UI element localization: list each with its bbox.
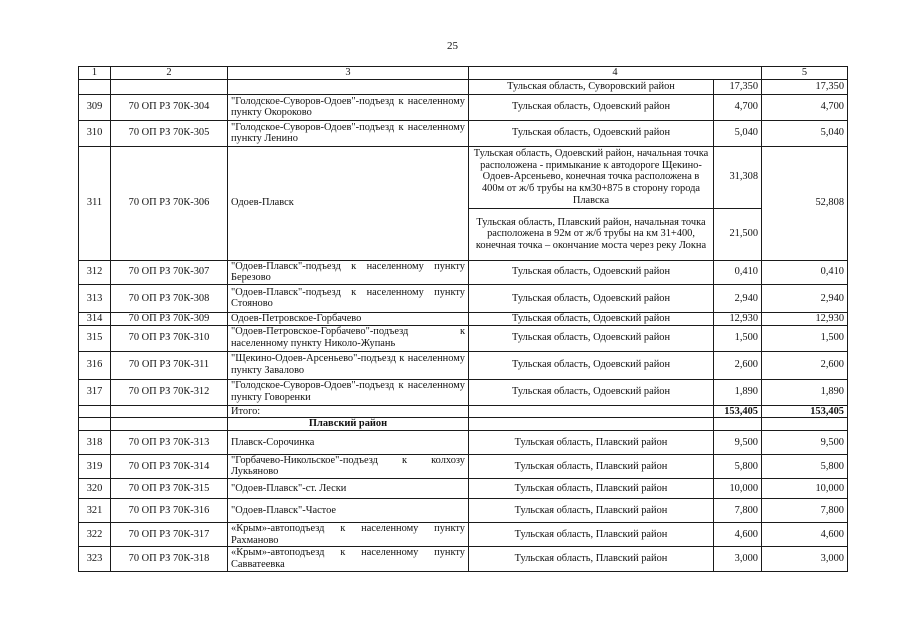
road-location: Тульская область, Одоевский район: [469, 351, 714, 379]
road-code: 70 ОП РЗ 70К-314: [111, 454, 228, 478]
road-code: 70 ОП РЗ 70К-318: [111, 547, 228, 571]
table-row: [79, 325, 848, 351]
subtotal-location: [469, 405, 714, 418]
road-length: 1,500: [714, 325, 762, 351]
roads-table: [78, 66, 848, 572]
road-length-segment: 21,500: [714, 208, 762, 260]
road-total: 12,930: [762, 312, 848, 325]
road-total: 3,000: [762, 547, 848, 571]
carry-total: 17,350: [762, 79, 848, 94]
row-number: 309: [79, 94, 111, 120]
road-location-segment: Тульская область, Одоевский район, начальная точка расположена - примыкание к автодороге Щекино-Одоев-Арсеньево, конечная точка расположена в 400м от ж/б трубы на км30+875 в сторону города Плавска: [469, 146, 714, 208]
road-total: 9,500: [762, 430, 848, 454]
district-no: [79, 418, 111, 431]
row-number: 312: [79, 260, 111, 284]
road-length: 2,600: [714, 351, 762, 379]
row-number: 317: [79, 379, 111, 405]
row-number: 320: [79, 479, 111, 499]
table-row: [79, 454, 848, 478]
district-total: [762, 418, 848, 431]
road-name: "Одоев-Плавск"-ст. Лески: [228, 479, 469, 499]
header-col-5: 5: [762, 67, 848, 80]
road-name: Одоев-Петровское-Горбачево: [228, 312, 469, 325]
road-total: 0,410: [762, 260, 848, 284]
road-location: Тульская область, Одоевский район: [469, 120, 714, 146]
road-location: Тульская область, Одоевский район: [469, 260, 714, 284]
road-total: 5,040: [762, 120, 848, 146]
header-row: [79, 67, 848, 80]
road-name: "Голодское-Суворов-Одоев"-подъезд к населенному пункту Ленино: [228, 120, 469, 146]
row-number: 313: [79, 284, 111, 312]
road-length: 2,940: [714, 284, 762, 312]
row-number: 310: [79, 120, 111, 146]
road-name: "Одоев-Плавск"-Частое: [228, 499, 469, 523]
road-length: 5,800: [714, 454, 762, 478]
road-name: «Крым»-автоподъезд к населенному пункту Савватеевка: [228, 547, 469, 571]
road-name: "Голодское-Суворов-Одоев"-подъезд к населенному пункту Окороково: [228, 94, 469, 120]
road-total: 2,600: [762, 351, 848, 379]
road-total: 4,600: [762, 523, 848, 547]
road-total: 52,808: [762, 146, 848, 260]
table-row: [79, 312, 848, 325]
subtotal-total: 153,405: [762, 405, 848, 418]
road-code: 70 ОП РЗ 70К-304: [111, 94, 228, 120]
road-length: 3,000: [714, 547, 762, 571]
road-length: 4,700: [714, 94, 762, 120]
carry-no: [79, 79, 111, 94]
carry-length: 17,350: [714, 79, 762, 94]
road-total: 5,800: [762, 454, 848, 478]
header-col-1: 1: [79, 67, 111, 80]
district-length: [714, 418, 762, 431]
road-code: 70 ОП РЗ 70К-312: [111, 379, 228, 405]
table-row: [79, 547, 848, 571]
road-name: Одоев-Плавск: [228, 146, 469, 260]
road-name: Плавск-Сорочинка: [228, 430, 469, 454]
row-number: 318: [79, 430, 111, 454]
road-code: 70 ОП РЗ 70К-306: [111, 146, 228, 260]
table-row: [79, 94, 848, 120]
table-row: [79, 351, 848, 379]
table-row: [79, 379, 848, 405]
road-location: Тульская область, Плавский район: [469, 547, 714, 571]
row-number: 315: [79, 325, 111, 351]
header-col-2: 2: [111, 67, 228, 80]
road-location: Тульская область, Одоевский район: [469, 312, 714, 325]
road-name: "Одоев-Петровское-Горбачево"-подъезд к населенному пункту Николо-Жупань: [228, 325, 469, 351]
road-code: 70 ОП РЗ 70К-310: [111, 325, 228, 351]
road-length: 5,040: [714, 120, 762, 146]
road-code: 70 ОП РЗ 70К-308: [111, 284, 228, 312]
road-name: "Голодское-Суворов-Одоев"-подъезд к населенному пункту Говоренки: [228, 379, 469, 405]
district-code: [111, 418, 228, 431]
road-code: 70 ОП РЗ 70К-315: [111, 479, 228, 499]
row-number: 323: [79, 547, 111, 571]
table-row: [79, 146, 848, 208]
road-code: 70 ОП РЗ 70К-305: [111, 120, 228, 146]
road-total: 4,700: [762, 94, 848, 120]
carry-name: [228, 79, 469, 94]
road-code: 70 ОП РЗ 70К-307: [111, 260, 228, 284]
road-total: 10,000: [762, 479, 848, 499]
carry-location: Тульская область, Суворовский район: [469, 79, 714, 94]
table-row: [79, 260, 848, 284]
table-row: [79, 430, 848, 454]
road-length-segment: 31,308: [714, 146, 762, 208]
district-title: Плавский район: [228, 418, 469, 431]
district-location: [469, 418, 714, 431]
carry-code: [111, 79, 228, 94]
road-total: 1,890: [762, 379, 848, 405]
road-length: 7,800: [714, 499, 762, 523]
subtotal-label: Итого:: [228, 405, 469, 418]
row-number: 322: [79, 523, 111, 547]
table-row: [79, 120, 848, 146]
road-location: Тульская область, Одоевский район: [469, 325, 714, 351]
road-length: 9,500: [714, 430, 762, 454]
road-location: Тульская область, Плавский район: [469, 499, 714, 523]
road-length: 1,890: [714, 379, 762, 405]
row-number: 321: [79, 499, 111, 523]
road-code: 70 ОП РЗ 70К-311: [111, 351, 228, 379]
road-location-segment: Тульская область, Плавский район, начальная точка расположена в 92м от ж/б трубы на км 31+400, конечная точка – окончание моста через реку Локна: [469, 208, 714, 260]
table-row: [79, 284, 848, 312]
subtotal-no: [79, 405, 111, 418]
road-name: "Щекино-Одоев-Арсеньево"-подъезд к населенному пункту Завалово: [228, 351, 469, 379]
row-number: 319: [79, 454, 111, 478]
road-location: Тульская область, Плавский район: [469, 523, 714, 547]
header-col-4: 4: [469, 67, 762, 80]
page-number: 25: [447, 40, 458, 52]
road-total: 2,940: [762, 284, 848, 312]
road-name: «Крым»-автоподъезд к населенному пункту Рахманово: [228, 523, 469, 547]
row-number: 311: [79, 146, 111, 260]
district-row: [79, 418, 848, 431]
subtotal-length: 153,405: [714, 405, 762, 418]
header-col-3: 3: [228, 67, 469, 80]
road-length: 0,410: [714, 260, 762, 284]
road-name: "Одоев-Плавск"-подъезд к населенному пункту Березово: [228, 260, 469, 284]
table-row: [79, 479, 848, 499]
road-length: 4,600: [714, 523, 762, 547]
road-code: 70 ОП РЗ 70К-317: [111, 523, 228, 547]
subtotal-code: [111, 405, 228, 418]
road-length: 10,000: [714, 479, 762, 499]
row-number: 316: [79, 351, 111, 379]
road-location: Тульская область, Плавский район: [469, 430, 714, 454]
road-total: 7,800: [762, 499, 848, 523]
road-code: 70 ОП РЗ 70К-316: [111, 499, 228, 523]
row-number: 314: [79, 312, 111, 325]
road-location: Тульская область, Плавский район: [469, 479, 714, 499]
road-code: 70 ОП РЗ 70К-313: [111, 430, 228, 454]
road-location: Тульская область, Плавский район: [469, 454, 714, 478]
road-location: Тульская область, Одоевский район: [469, 94, 714, 120]
road-name: "Горбачево-Никольское"-подъезд к колхозу Лукьяново: [228, 454, 469, 478]
road-length: 12,930: [714, 312, 762, 325]
table-row: [79, 523, 848, 547]
table-row: [79, 499, 848, 523]
road-location: Тульская область, Одоевский район: [469, 379, 714, 405]
carry-over-row: [79, 79, 848, 94]
road-total: 1,500: [762, 325, 848, 351]
subtotal-row: [79, 405, 848, 418]
road-location: Тульская область, Одоевский район: [469, 284, 714, 312]
road-code: 70 ОП РЗ 70К-309: [111, 312, 228, 325]
road-name: "Одоев-Плавск"-подъезд к населенному пункту Стояново: [228, 284, 469, 312]
